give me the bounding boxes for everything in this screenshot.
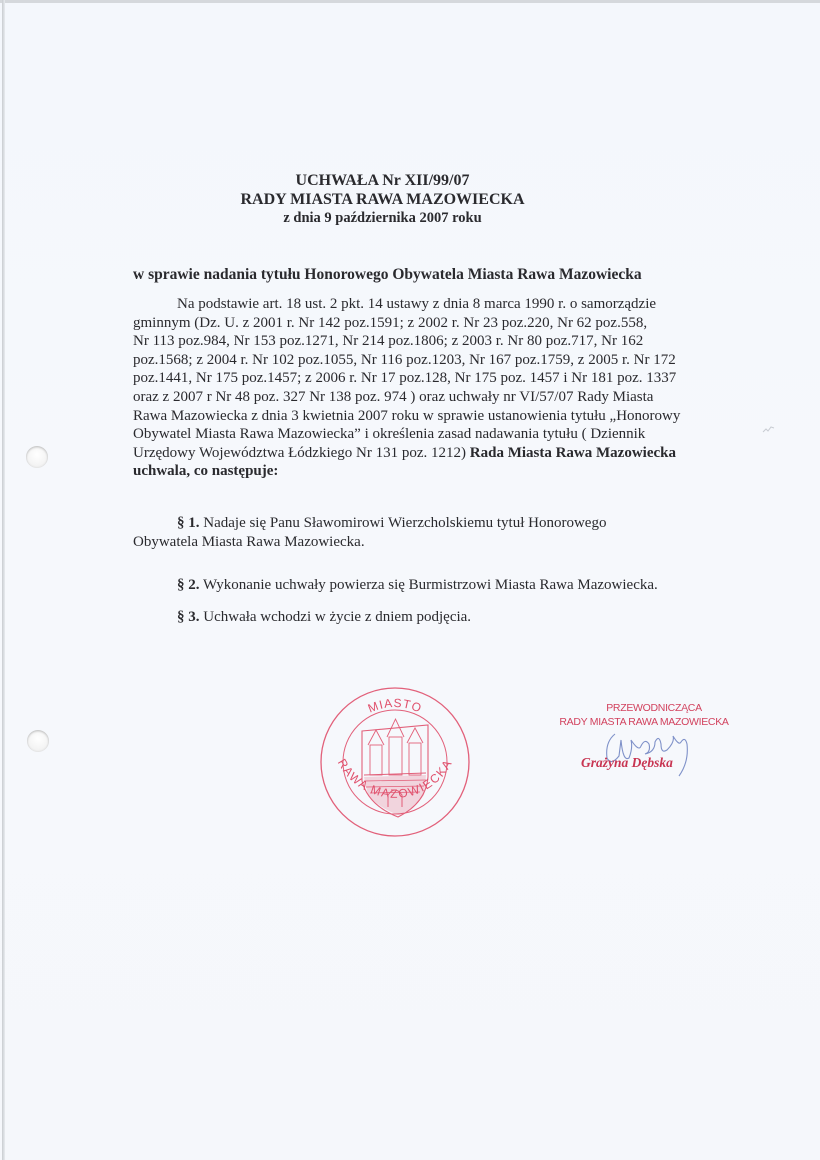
enacting-clause: uchwala, co następuje: (133, 463, 279, 480)
section-line (133, 576, 658, 595)
punch-hole-icon (26, 446, 48, 468)
heading-line-1: UCHWAŁA Nr XII/99/07 (295, 172, 470, 189)
heading-line-2: RADY MIASTA RAWA MAZOWIECKA (240, 191, 525, 208)
preamble-line: Obywatel Miasta Rawa Mazowiecka” i określenia zasad nadawania tytułu ( Dziennik (133, 426, 646, 443)
section-text: Nadaje się Panu Sławomirowi Wierzcholskiemu tytuł Honorowego (199, 515, 607, 531)
signatory-role: PRZEWODNICZĄCA (606, 702, 702, 714)
stray-mark-icon (762, 425, 776, 435)
section-1 (133, 514, 606, 552)
section-text: Wykonanie uchwały powierza się Burmistrzowi Miasta Rawa Mazowiecka. (199, 577, 658, 593)
preamble-line-bold: Rada Miasta Rawa Mazowiecka (469, 444, 676, 461)
section-line (133, 514, 606, 533)
heading-line-3: z dnia 9 października 2007 roku (283, 210, 482, 226)
preamble-line: Nr 113 poz.984, Nr 153 poz.1271, Nr 214 poz.1806; z 2003 r. Nr 80 poz.717, Nr 162 (133, 333, 644, 350)
preamble-line: gminnym (Dz. U. z 2001 r. Nr 142 poz.1591; z 2002 r. Nr 23 poz.220, Nr 62 poz.558, (133, 314, 648, 331)
section-3 (133, 608, 471, 627)
svg-text:MIASTO (366, 696, 424, 716)
preamble-paragraph (133, 295, 729, 481)
scan-edge-top (0, 0, 820, 3)
section-line: Obywatela Miasta Rawa Mazowiecka. (133, 534, 365, 550)
preamble-line: Rawa Mazowiecka z dnia 3 kwietnia 2007 roku w sprawie ustanowienia tytułu „Honorowy (133, 407, 681, 424)
signature-block (525, 700, 775, 780)
preamble-line: poz.1568; z 2004 r. Nr 102 poz.1055, Nr 116 poz.1203, Nr 167 poz.1759, z 2005 r. Nr 172 (133, 351, 676, 368)
preamble-line (133, 444, 729, 463)
section-number: § 2. (177, 577, 200, 593)
preamble-line-text: Urzędowy Województwa Łódzkiego Nr 131 poz. 1212) (133, 444, 470, 461)
section-number: § 1. (177, 515, 200, 531)
handwritten-signature-icon (595, 722, 705, 782)
section-number: § 3. (177, 609, 200, 625)
preamble-line: Na podstawie art. 18 ust. 2 pkt. 14 ustawy z dnia 8 marca 1990 r. o samorządzie (177, 296, 657, 312)
preamble-line (133, 462, 729, 481)
signatory-body: RADY MIASTA RAWA MAZOWIECKA (559, 716, 729, 728)
preamble-line: poz.1441, Nr 175 poz.1457; z 2006 r. Nr 17 poz.128, Nr 175 poz. 1457 i Nr 181 poz. 1337 (133, 370, 677, 387)
section-text: Uchwała wchodzi w życie z dniem podjęcia. (199, 609, 472, 625)
section-line (133, 608, 471, 627)
preamble-line: oraz z 2007 r Nr 48 poz. 327 Nr 138 poz. 974 ) oraz uchwały nr VI/57/07 Rady Miasta (133, 388, 654, 405)
signatory-name: Grażyna Dębska (581, 755, 673, 770)
punch-hole-icon (27, 730, 49, 752)
resolution-subject: w sprawie nadania tytułu Honorowego Obywatela Miasta Rawa Mazowiecka (133, 266, 642, 283)
city-seal-stamp (318, 685, 472, 839)
stamp-text-bottom: RAWA MAZOWIECKA (334, 756, 456, 801)
section-2 (133, 576, 658, 595)
stamp-text-top: MIASTO (365, 695, 425, 716)
